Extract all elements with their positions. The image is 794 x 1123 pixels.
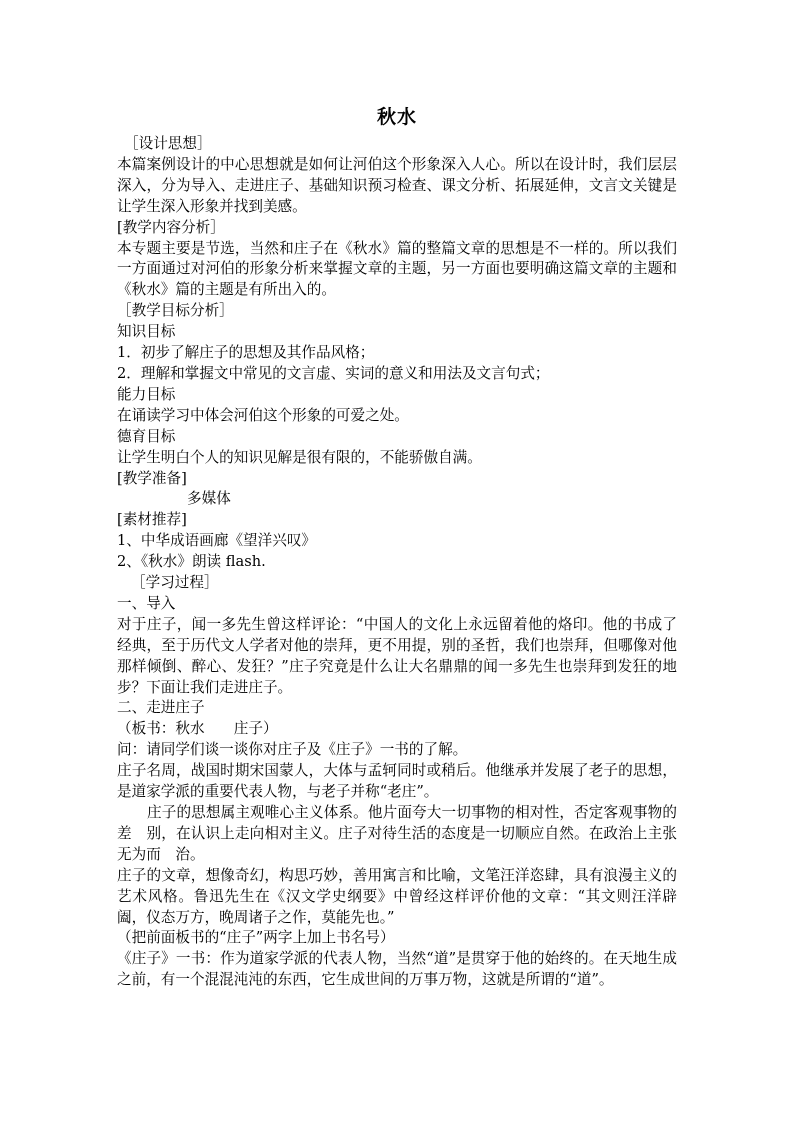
board-note: （板书：秋水 庄子）	[117, 720, 278, 738]
prep-heading: [教学准备]	[117, 469, 187, 487]
goals-heading: ［教学目标分析］	[117, 302, 234, 320]
design-body: 本篇案例设计的中心思想就是如何让河伯这个形象深入人心。所以在设计时，我们层层深入，分为导入、走进庄子、基础知识预习检查、课文分析、拓展延伸，文言文关键是让学生深入形象并找到美感。	[117, 155, 677, 215]
material-item-2: 2、《秋水》朗读 flash.	[117, 553, 266, 571]
ability-body: 在诵读学习中体会河伯这个形象的可爱之处。	[117, 406, 409, 424]
step1-heading: 一、导入	[117, 594, 176, 612]
document-title: 秋水	[376, 106, 417, 128]
moral-heading: 德育目标	[117, 427, 176, 445]
knowledge-heading: 知识目标	[117, 323, 176, 341]
paragraph-4: 《庄子》一书：作为道家学派的代表人物，当然“道”是贯穿于他的始终的。在天地生成之前，有一个混混沌沌的东西，它生成世间的万事万物，这就是所谓的“道”。	[117, 950, 677, 989]
document-page	[117, 104, 677, 991]
content-body: 本专题主要是节选，当然和庄子在《秋水》篇的整篇文章的思想是不一样的。所以我们一方面通过对河伯的形象分析来掌握文章的主题，另一方面也要明确这篇文章的主题和《秋水》篇的主题是有所出入的。	[117, 239, 677, 299]
board-note-2: （把前面板书的“庄子”两字上加上书名号）	[117, 929, 395, 947]
step1-body: 对于庄子，闻一多先生曾这样评论：“中国人的文化上永远留着他的烙印。他的书成了经典，至于历代文人学者对他的崇拜，更不用提，别的圣哲，我们也崇拜，但哪像对他那样倾倒、醉心、发狂？”庄子究竟是什么让大名鼎鼎的闻一多先生也崇拜到发狂的地步？下面让我们走进庄子。	[117, 615, 677, 696]
ability-heading: 能力目标	[117, 385, 176, 403]
prep-body: 多媒体	[187, 490, 231, 508]
paragraph-3: 庄子的文章，想像奇幻，构思巧妙，善用寓言和比喻，文笔汪洋恣肆，具有浪漫主义的艺术风格。鲁迅先生在《汉文学史纲要》中曾经这样评价他的文章：“其文则汪洋辟阖，仪态万方，晚周诸子之作，莫能先也。”	[117, 866, 677, 926]
design-heading: ［设计思想］	[124, 135, 212, 152]
step2-heading: 二、走进庄子	[117, 699, 205, 717]
paragraph-2: 庄子的思想属主观唯心主义体系。他片面夸大一切事物的相对性，否定客观事物的差 别，在认识上走向相对主义。庄子对待生活的态度是一切顺应自然。在政治上主张无为而 治。	[117, 804, 677, 863]
material-item-1: 1、中华成语画廊《望洋兴叹》	[117, 532, 317, 550]
moral-body: 让学生明白个人的知识见解是很有限的，不能骄傲自满。	[117, 448, 482, 466]
knowledge-item-2: 2．理解和掌握文中常见的文言虚、实词的意义和用法及文言句式；	[117, 364, 550, 382]
content-heading: [教学内容分析］	[117, 218, 225, 236]
process-heading: ［学习过程］	[131, 574, 219, 592]
paragraph-1: 庄子名周，战国时期宋国蒙人，大体与孟轲同时或稍后。他继承并发展了老子的思想，是道家学派的重要代表人物，与老子并称“老庄”。	[117, 762, 677, 801]
question: 问：请同学们谈一谈你对庄子及《庄子》一书的了解。	[117, 741, 468, 759]
material-heading: [素材推荐]	[117, 511, 187, 529]
knowledge-item-1: 1．初步了解庄子的思想及其作品风格；	[117, 344, 375, 362]
